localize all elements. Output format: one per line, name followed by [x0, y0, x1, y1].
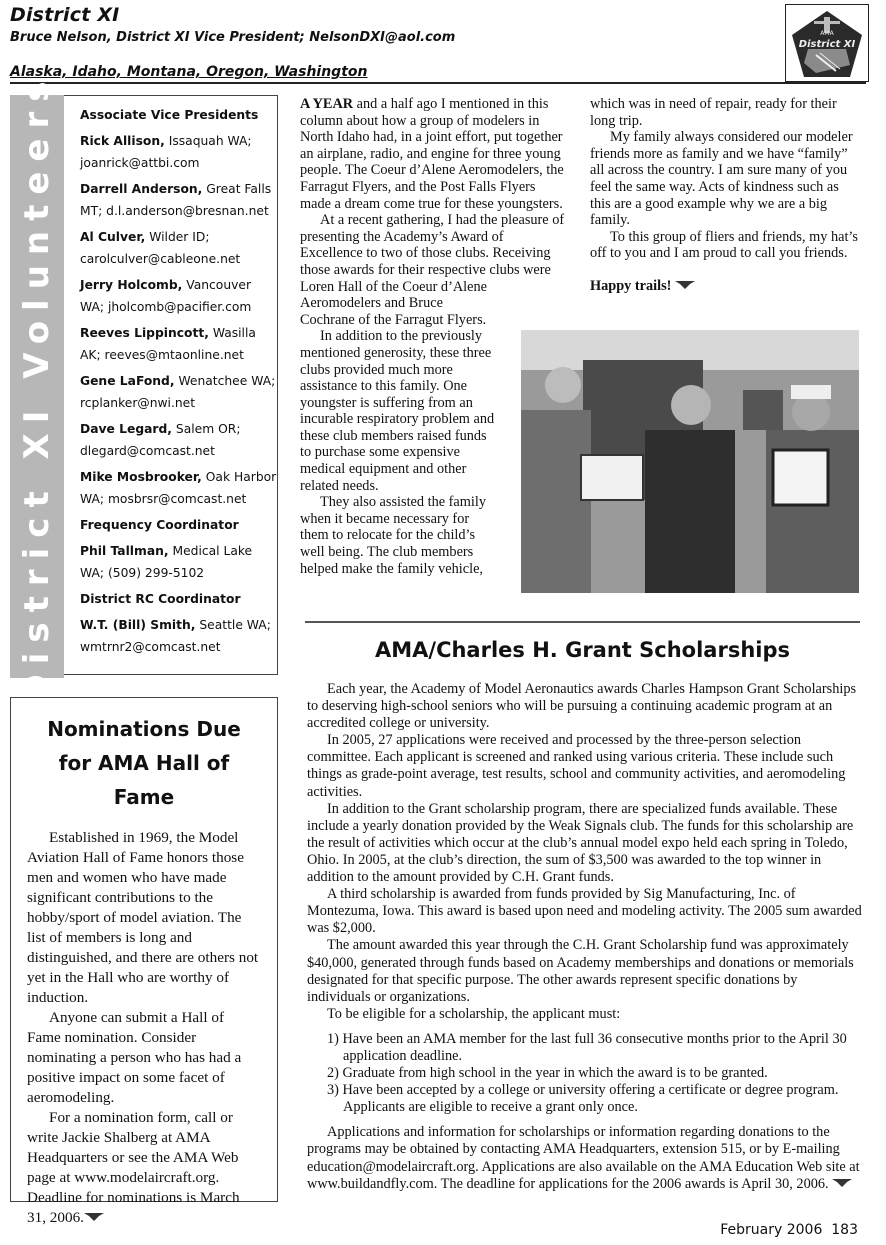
volunteer-name: Mike Mosbrooker, — [80, 470, 202, 484]
article-narrow-block — [300, 279, 496, 578]
volunteer-group-heading: Frequency Coordinator — [80, 518, 239, 532]
volunteer-entry — [80, 130, 277, 174]
hall-of-fame-paragraph: Anyone can submit a Hall of Fame nomination. Consider nominating a person who has had a positive impact on some facet of aeromodeling. — [27, 1009, 242, 1106]
svg-text:AMA: AMA — [820, 30, 834, 37]
requirement-item: 3) Have been accepted by a college or university offering a certificate or degree program. Applicants are eligible to receive a grant only once. — [327, 1082, 839, 1116]
requirement-item: 1) Have been an AMA member for the last full 36 consecutive months prior to the April 30 application deadline. — [327, 1030, 847, 1064]
requirement-item: 2) Graduate from high school in the year in which the award is to be granted. — [327, 1065, 768, 1082]
article-column-2 — [590, 96, 862, 295]
article-paragraph: At a recent gathering, I had the pleasure of presenting the Academy’s Award of Excellence to two of those clubs. Receiving those awards for their respective clubs were — [300, 212, 565, 278]
scholarships-paragraph: To be eligible for a scholarship, the applicant must: — [327, 1005, 621, 1022]
page-number: 183 — [831, 1222, 858, 1238]
volunteer-name: Dave Legard, — [80, 422, 172, 436]
page-header — [10, 0, 866, 84]
district-xi-logo — [785, 4, 869, 82]
scholarships-paragraph: In addition to the Grant scholarship program, there are specialized funds available. These include a yearly donation provided by the Weak Signals club. The funds for this scholarship are the result of activities which occur at the club’s annual model expo held each spring in Toledo, Ohio. In 2005, at the club’s direction, the sum of $3,500 was awarded to the top winner in addition to the amount provided by C.H. Grant funds. — [307, 800, 854, 886]
hall-of-fame-paragraph: For a nomination form, call or write Jackie Shalberg at AMA Headquarters or see the AMA Web page at www.modelaircraft.org. Deadline for nominations is March 31, 2006. — [27, 1109, 240, 1226]
volunteer-details: Medical Lake WA; (509) 299-5102 — [80, 544, 253, 580]
volunteer-details: Oak Harbor WA; mosbrsr@comcast.net — [80, 470, 277, 506]
volunteer-name: Al Culver, — [80, 230, 146, 244]
page-footer — [720, 1222, 858, 1238]
volunteers-sidebar — [10, 71, 280, 702]
article-signoff: Happy trails! — [590, 278, 862, 295]
volunteer-entry — [80, 614, 277, 658]
scholarships-paragraph: The amount awarded this year through the C.H. Grant Scholarship fund was approximately $40,000, generated through funds based on Academy memberships and donations or memorials designated for that specific purpose. The other awards represent specific donations by individuals or organizations. — [307, 937, 854, 1005]
volunteer-details: Seattle WA; wmtrnr2@comcast.net — [80, 618, 271, 654]
volunteer-entry — [80, 466, 277, 510]
volunteer-name: Reeves Lippincott, — [80, 326, 209, 340]
section-divider — [305, 621, 860, 623]
scholarships-paragraph: A third scholarship is awarded from funds provided by Sig Manufacturing, Inc. of Montezuma, Iowa. This award is based upon need and modeling activity. The 2005 sum awarded was $2,000. — [307, 886, 862, 937]
scholarships-paragraph: In 2005, 27 applications were received and processed by the three-person selection committee. Each applicant is screened and ranked using various criteria. These include such things as grade-point average, test results, school and community activities, and aeromodeling activities. — [307, 732, 846, 800]
hall-of-fame-box — [10, 697, 278, 1226]
hall-of-fame-body — [11, 814, 277, 1228]
volunteer-entry — [80, 322, 277, 366]
article-paragraph: My family always considered our modeler friends more as family and we have “family” all across the country. I am sure many of you feel the same way. Acts of kindness such as this are a good example why we are a big family. — [590, 129, 853, 229]
volunteers-list — [64, 95, 278, 675]
volunteer-details: Vancouver WA; jholcomb@pacifier.com — [80, 278, 252, 314]
ama-end-mark-icon — [832, 1178, 852, 1188]
scholarships-paragraph: Each year, the Academy of Model Aeronautics awards Charles Hampson Grant Scholarships to deserving high-school seniors who will be pursuing a continuing academic program at an accredited college or university. — [307, 681, 857, 732]
article-paragraph: Loren Hall of the Coeur d’Alene Aeromodelers and Bruce Cochrane of the Farragut Flyers. — [300, 278, 487, 328]
volunteer-group-heading: Associate Vice Presidents — [80, 108, 259, 122]
volunteer-name: Darrell Anderson, — [80, 182, 203, 196]
volunteer-name: Gene LaFond, — [80, 374, 175, 388]
volunteer-details: Wasilla AK; reeves@mtaonline.net — [80, 326, 256, 362]
article-paragraph: A YEAR and a half ago I mentioned in this column about how a group of modelers in North Idaho had, in a joint effort, put together an airplane, radio, and engine for three young people. The Coeur d’Alene Aeromodelers, the Farragut Flyers, and the Post Falls Flyers made a dream come true for these youngsters. — [300, 96, 564, 212]
scholarships-closing: Applications and information for scholarships or information regarding donations to the programs may be obtained by contacting AMA Headquarters, extension 515, or by E-mailing education@modelaircraft.org. Applications are also available on the AMA Education Web site at www.buildandfly.com. The deadline for applications for the 2006 awards is April 30, 2006. — [307, 1124, 860, 1192]
volunteer-entry — [80, 540, 277, 584]
volunteers-banner-text: District XI Volunteers — [17, 71, 57, 702]
volunteer-entry — [80, 370, 277, 414]
volunteer-entry — [80, 274, 277, 318]
volunteer-details: Issaquah WA; joanrick@attbi.com — [80, 134, 252, 170]
eligibility-requirements — [327, 1031, 862, 1116]
volunteer-name: Jerry Holcomb, — [80, 278, 183, 292]
volunteer-name: Rick Allison, — [80, 134, 165, 148]
volunteer-entry — [80, 418, 277, 462]
volunteer-name: W.T. (Bill) Smith, — [80, 618, 196, 632]
district-states: Alaska, Idaho, Montana, Oregon, Washington — [10, 64, 368, 80]
volunteer-name: Phil Tallman, — [80, 544, 169, 558]
article-paragraph: which was in need of repair, ready for their long trip. — [590, 96, 837, 129]
volunteer-details: Salem OR; dlegard@comcast.net — [80, 422, 241, 458]
photo-placeholder-icon — [521, 330, 859, 593]
volunteer-entry — [80, 226, 277, 270]
ama-district-emblem-icon — [786, 5, 868, 81]
article-paragraph: To this group of fliers and friends, my hat’s off to you and I am proud to call you friends. — [590, 228, 858, 262]
volunteer-details: Wilder ID; carolculver@cableone.net — [80, 230, 241, 266]
article-paragraph: In addition to the previously mentioned generosity, these three clubs provided much more assistance to this family. One youngster is suffering from an incurable respiratory problem and these club members raised funds to purchase some expensive medical equipment and other related needs. — [300, 328, 495, 494]
section-title: District XI — [10, 4, 120, 26]
volunteer-details: Great Falls MT; d.l.anderson@bresnan.net — [80, 182, 272, 218]
volunteer-group-heading: District RC Coordinator — [80, 592, 241, 606]
volunteer-entry — [80, 178, 277, 222]
svg-text:District XI: District XI — [798, 39, 856, 50]
hall-of-fame-paragraph: Established in 1969, the Model Aviation Hall of Fame honors those men and women who have made significant contributions to the hobby/sport of model aviation. The list of members is long and distinguished, and there are others not yet in the Hall who are worthy of induction. — [27, 829, 259, 1006]
volunteer-details: Wenatchee WA; rcplanker@nwi.net — [80, 374, 276, 410]
vice-president-byline: Bruce Nelson, District XI Vice President; NelsonDXI@aol.com — [10, 30, 456, 45]
volunteers-banner — [10, 71, 64, 702]
scholarships-body — [307, 681, 862, 1193]
article-paragraph: They also assisted the family when it became necessary for them to relocate for the child’s well being. The club members helped make the family vehicle, — [300, 494, 486, 577]
ama-end-mark-icon — [84, 1212, 104, 1222]
ama-end-mark-icon — [675, 280, 695, 290]
issue-date: February 2006 — [720, 1222, 823, 1238]
hall-of-fame-title: Nominations Due for AMA Hall of Fame — [47, 717, 241, 809]
scholarships-title: AMA/Charles H. Grant Scholarships — [375, 638, 790, 662]
award-presentation-photo — [521, 330, 859, 593]
